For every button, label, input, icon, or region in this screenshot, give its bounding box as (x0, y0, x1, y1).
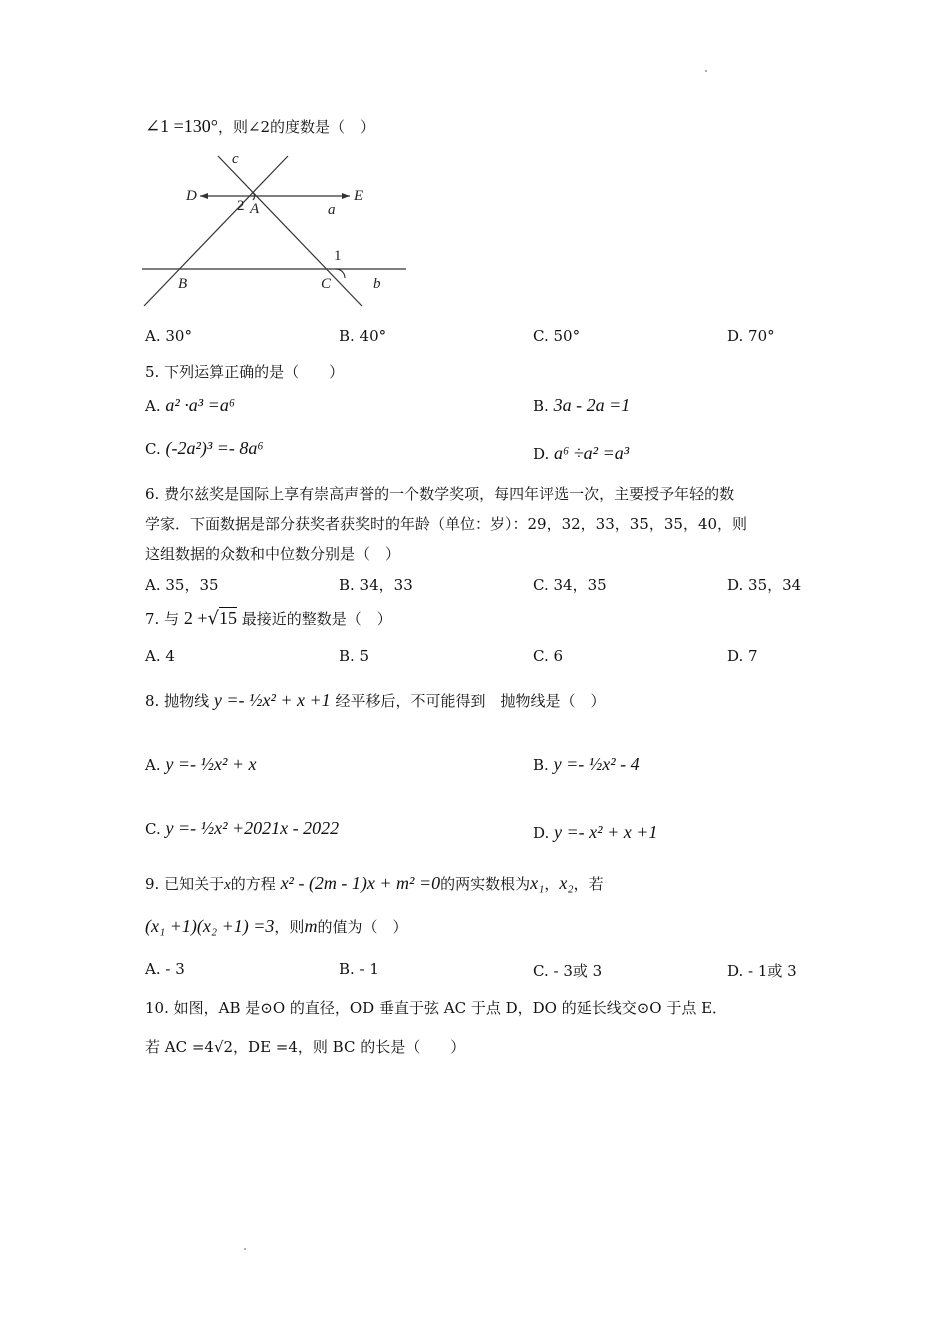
q8-option-b-expr: y =- ½x² - 4 (553, 754, 640, 774)
q6-option-b: B. 34，33 (339, 576, 413, 594)
arrow-e (342, 193, 350, 199)
q9-if-text: ，若 (573, 875, 604, 893)
q8-option-d (533, 822, 657, 843)
q8-option-a-expr: y =- ½x² + x (165, 754, 257, 774)
q9-ask: ，则 (274, 918, 305, 936)
sqrt-symbol: √ (207, 608, 220, 629)
q9-root-2: x₂ (559, 873, 574, 893)
q8-option-c (145, 818, 339, 839)
q5-option-b-expr: 3a - 2a =1 (553, 395, 631, 415)
q8-option-d-expr: y =- x² + x +1 (554, 822, 658, 842)
q9-roots-text: 的两实数根为 (440, 875, 531, 893)
q7-option-c: C. 6 (533, 647, 564, 665)
scan-dot-top (705, 70, 707, 72)
label-A: A (250, 201, 260, 217)
q6-option-d: D. 35，34 (727, 576, 802, 594)
q7-radicand: 15 (219, 608, 238, 628)
q9-comma: ， (544, 875, 560, 893)
q8-stem (145, 690, 605, 711)
label-B: B (178, 276, 188, 292)
q4-option-d: D. 70° (727, 327, 775, 345)
q9-mid: 的方程 (230, 875, 276, 893)
q9-root-1: x₁ (530, 873, 545, 893)
q5-option-a-label: A. (145, 397, 161, 415)
q5-option-d-label: D. (533, 445, 550, 463)
q9-var-m: m (304, 916, 318, 936)
q4-option-b: B. 40° (339, 327, 387, 345)
q4-option-a: A. 30° (145, 327, 192, 345)
q5-stem: 5. 下列运算正确的是（ ） (145, 363, 345, 381)
q7-prefix: 7. 与 (145, 610, 180, 628)
label-2: 2 (237, 198, 245, 214)
line-c (218, 156, 362, 306)
q8-prefix: 8. 抛物线 (145, 692, 210, 710)
q4-stem (145, 116, 375, 137)
q10-line-2: 若 AC =4√2，DE =4，则 BC 的长是（ ） (145, 1038, 466, 1056)
q8-option-c-label: C. (145, 820, 161, 838)
label-E: E (354, 188, 364, 204)
q9-equation: x² - (2m - 1)x + m² =0 (280, 873, 441, 893)
q4-figure (140, 148, 420, 318)
q8-expr: y =- ½x² + x +1 (213, 690, 331, 710)
q6-line-1: 6. 费尔兹奖是国际上享有崇高声誉的一个数学奖项，每四年评选一次，主要授予年轻的数 (145, 485, 735, 503)
q5-option-c-expr: (-2a²)³ =- 8a⁶ (165, 438, 264, 458)
q6-line-3: 这组数据的众数和中位数分别是（ ） (145, 545, 401, 563)
q5-option-d-expr: a⁶ ÷a² =a³ (554, 443, 630, 463)
q9-option-c: C. - 3或 3 (533, 962, 603, 980)
q9-option-a: A. - 3 (145, 960, 185, 978)
q5-option-a-expr: a² ·a³ =a⁶ (165, 395, 236, 415)
q9-var-x: x (224, 877, 231, 893)
q4-option-c: C. 50° (533, 327, 581, 345)
label-c: c (232, 151, 239, 167)
q10-line-1: 10. 如图，AB 是⊙O 的直径，OD 垂直于弦 AC 于点 D，DO 的延长线交⊙O 于点 E． (145, 999, 728, 1017)
q5-option-b-label: B. (533, 397, 549, 415)
label-C: C (321, 276, 332, 292)
q7-expr-left: 2 + (183, 608, 208, 628)
q4-stem-text: ，则∠2的度数是（ ） (217, 118, 376, 136)
arrow-d (200, 193, 208, 199)
q8-option-d-label: D. (533, 824, 550, 842)
q4-stem-math: ∠1 =130° (145, 116, 218, 136)
q8-option-b-label: B. (533, 756, 549, 774)
q7-option-b: B. 5 (339, 647, 370, 665)
q7-suffix: 最接近的整数是（ ） (241, 610, 392, 628)
label-a: a (328, 202, 336, 218)
label-1: 1 (334, 248, 342, 264)
q6-line-2: 学家．下面数据是部分获奖者获奖时的年龄（单位：岁）：29，32，33，35，35，40，则 (145, 515, 748, 533)
label-b: b (373, 276, 381, 292)
q9-option-d: D. - 1或 3 (727, 962, 797, 980)
q8-option-c-expr: y =- ½x² +2021x - 2022 (165, 818, 340, 838)
q8-option-b (533, 754, 640, 775)
line-ab (144, 156, 288, 306)
q5-option-c-label: C. (145, 440, 161, 458)
q9-condition-line (145, 916, 407, 937)
q6-option-c: C. 34，35 (533, 576, 607, 594)
q7-stem (145, 608, 392, 629)
q7-option-d: D. 7 (727, 647, 758, 665)
q9-ask-end: 的值为（ ） (317, 918, 408, 936)
angle-1-arc (336, 269, 345, 278)
q9-prefix: 9. 已知关于 (145, 875, 225, 893)
q5-option-a (145, 395, 235, 416)
q5-option-b (533, 395, 630, 416)
scan-dot-bottom (244, 1248, 246, 1250)
q8-option-a-label: A. (145, 756, 161, 774)
q5-option-c (145, 438, 264, 459)
q8-option-a (145, 754, 257, 775)
q8-suffix: 经平移后，不可能得到 抛物线是（ ） (335, 692, 606, 710)
q9-condition: (x₁ +1)(x₂ +1) =3 (145, 916, 275, 936)
q9-stem (145, 873, 604, 894)
label-D: D (186, 188, 197, 204)
q7-option-a: A. 4 (145, 647, 175, 665)
q9-option-b: B. - 1 (339, 960, 379, 978)
q5-option-d (533, 443, 629, 464)
q6-option-a: A. 35，35 (145, 576, 219, 594)
